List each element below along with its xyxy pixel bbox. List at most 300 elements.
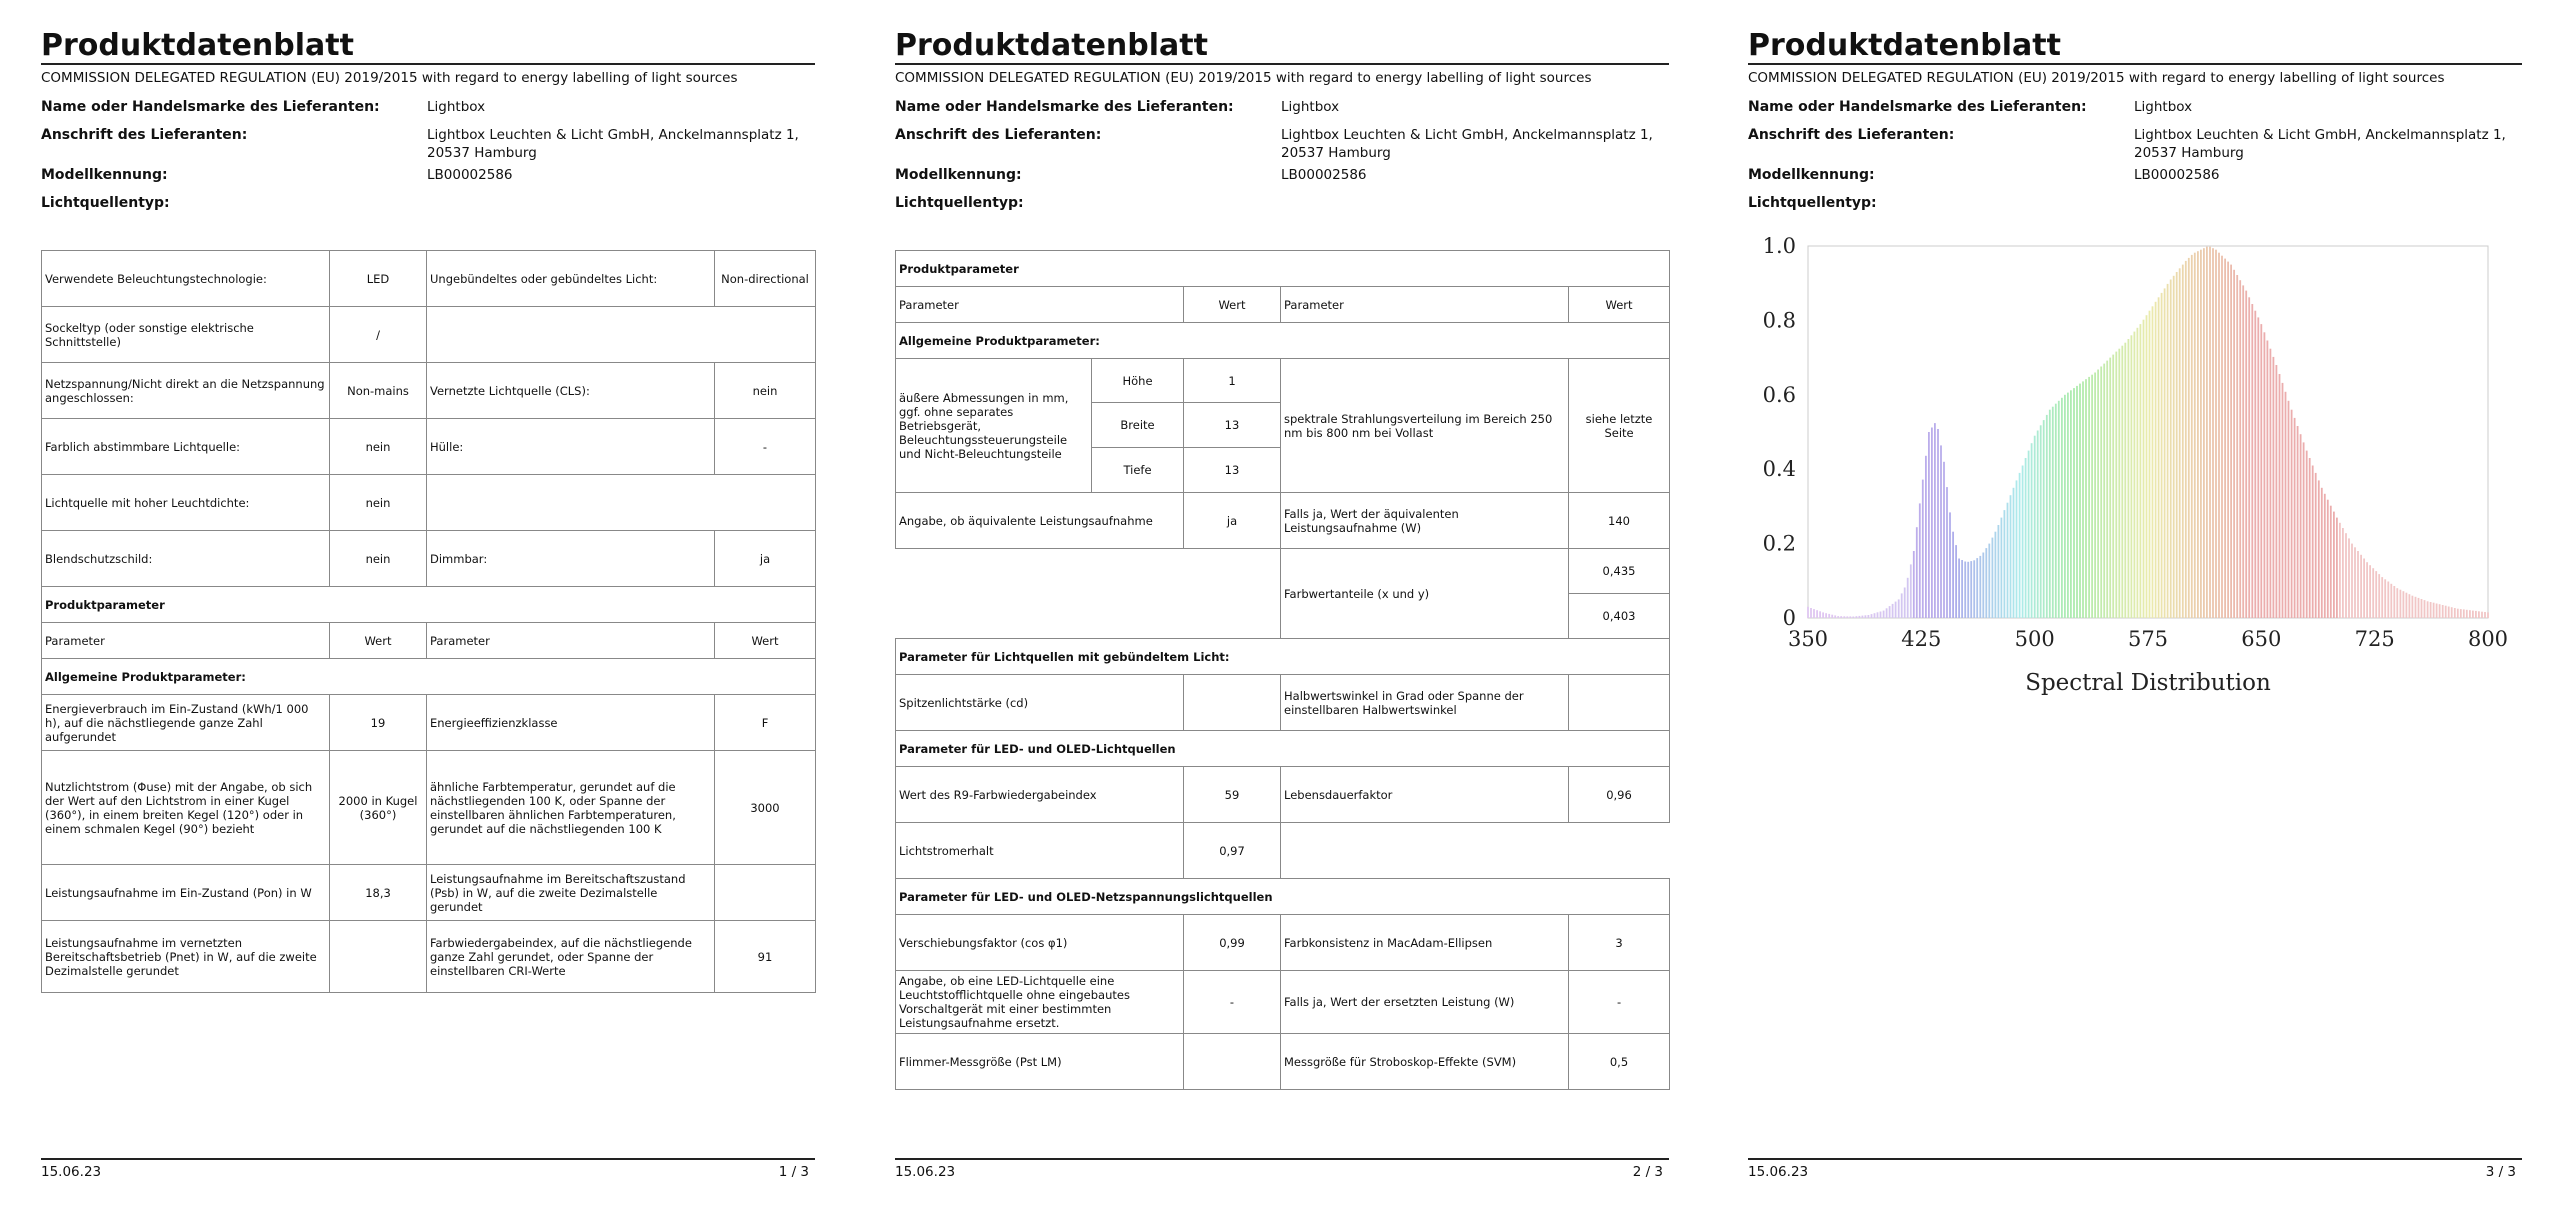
spectrum-bar — [2131, 335, 2133, 618]
spectrum-bar — [2143, 320, 2145, 618]
model-label: Modellkennung: — [1748, 167, 1875, 183]
footer-date: 15.06.23 — [1748, 1164, 1809, 1180]
address-label: Anschrift des Lieferanten: — [41, 127, 248, 143]
spectrum-bar — [2348, 538, 2350, 618]
spectrum-bar — [2333, 512, 2335, 618]
page-1 — [41, 0, 815, 1208]
spectrum-bar — [1807, 607, 1809, 618]
table-row — [896, 359, 1670, 403]
section-heading: Allgemeine Produktparameter: — [42, 659, 816, 695]
spectrum-bar — [1816, 610, 1818, 618]
spectrum-bar — [1849, 616, 1851, 618]
spectrum-bar — [1931, 428, 1933, 619]
section-heading: Allgemeine Produktparameter: — [896, 323, 1670, 359]
bundled-value: Non-directional — [715, 251, 816, 307]
product-info-table — [41, 250, 816, 993]
spectrum-bar — [2016, 480, 2018, 618]
supplier-value: Lightbox — [427, 99, 486, 115]
spectrum-bar — [2052, 407, 2054, 618]
spectrum-bar — [2291, 410, 2293, 618]
spectrum-bar — [2134, 332, 2136, 618]
replace-value: - — [1184, 971, 1281, 1034]
spectrum-bar — [2324, 494, 2326, 618]
spectrum-bar — [2170, 280, 2172, 619]
spectrum-bar — [2233, 270, 2235, 618]
table-row — [896, 731, 1670, 767]
product-parameters-table — [895, 250, 1670, 1090]
spectrum-bar — [1865, 615, 1867, 618]
spectrum-bar — [1995, 532, 1997, 618]
regulation-subtitle: COMMISSION DELEGATED REGULATION (EU) 2019/2015 with regard to energy labelling of light sources — [1748, 70, 2445, 86]
address-label: Anschrift des Lieferanten: — [895, 127, 1102, 143]
tech-label: Verwendete Beleuchtungstechnologie: — [42, 251, 330, 307]
spectrum-bar — [1810, 608, 1812, 618]
spectrum-bar — [1856, 616, 1858, 618]
footer-divider — [41, 1158, 815, 1160]
spectrum-bar — [2375, 571, 2377, 618]
dimensions-label: äußere Abmessungen in mm, ggf. ohne separates Betriebsgerät, Beleuchtungssteuerungsteile und Nicht-Beleuchtungsteile — [896, 359, 1092, 493]
empty-cell — [896, 549, 1281, 639]
supplier-label: Name oder Handelsmarke des Lieferanten: — [1748, 99, 2087, 115]
x-tick-label: 725 — [2354, 627, 2395, 651]
spectrum-bar — [2146, 315, 2148, 618]
spectrum-bar — [2357, 551, 2359, 618]
spectrum-bar — [2230, 265, 2232, 618]
title-divider — [1748, 63, 2522, 65]
spectrum-bar — [1901, 593, 1903, 618]
spectrum-bar — [1949, 512, 1951, 618]
pnet-value — [330, 921, 427, 993]
table-row — [896, 493, 1670, 549]
spectrum-bar — [1862, 616, 1864, 618]
spectrum-bar — [1982, 553, 1984, 619]
spectrum-bar — [2330, 506, 2332, 618]
empty-cell — [427, 475, 816, 531]
spectrum-bar — [2460, 609, 2462, 618]
cri-value: 91 — [715, 921, 816, 993]
spectrum-bar — [2466, 610, 2468, 618]
spectrum-bar — [2409, 594, 2411, 618]
light-source-type-label: Lichtquellentyp: — [1748, 195, 1877, 211]
spectrum-bar — [1898, 599, 1900, 618]
spectrum-bar — [2200, 250, 2202, 618]
spectrum-bar — [1883, 611, 1885, 618]
spectrum-bar — [2257, 317, 2259, 618]
model-label: Modellkennung: — [41, 167, 168, 183]
spectrum-bar — [2043, 420, 2045, 618]
spectrum-bar — [2303, 442, 2305, 618]
model-value: LB00002586 — [1281, 167, 1367, 183]
supplier-label: Name oder Handelsmarke des Lieferanten: — [895, 99, 1234, 115]
spectrum-bar — [2248, 297, 2250, 618]
spectrum-bar — [2070, 390, 2072, 618]
macadam-label: Farbkonsistenz in MacAdam-Ellipsen — [1281, 915, 1569, 971]
peak-value — [1184, 675, 1281, 731]
spectrum-bar — [2076, 386, 2078, 618]
cct-label: ähnliche Farbtemperatur, gerundet auf die nächstliegenden 100 K, oder Spanne der einstellbaren ähnlichen Farbtemperaturen, gerundet auf die nächstliegenden 100 K — [427, 751, 715, 865]
spectrum-bar — [1979, 556, 1981, 618]
section-heading: Parameter für LED- und OLED-Netzspannungslichtquellen — [896, 879, 1670, 915]
spectrum-bar — [2194, 253, 2196, 618]
height-value: 1 — [1184, 359, 1281, 403]
spectrum-bar — [2436, 604, 2438, 619]
column-header: Wert — [1569, 287, 1670, 323]
spectrum-bar — [2034, 436, 2036, 618]
spectrum-bar — [2124, 343, 2126, 618]
spectrum-bar — [2481, 612, 2483, 618]
spectrum-bar — [2421, 599, 2423, 618]
spectrum-bar — [1837, 616, 1839, 618]
table-row — [896, 323, 1670, 359]
address-value: Lightbox Leuchten & Licht GmbH, Anckelmannsplatz 1, 20537 Hamburg — [2134, 127, 2506, 161]
column-header: Wert — [330, 623, 427, 659]
spectrum-bar — [2040, 425, 2042, 618]
spectrum-bar — [1985, 548, 1987, 618]
model-label: Modellkennung: — [895, 167, 1022, 183]
x-tick-label: 650 — [2241, 627, 2282, 651]
spectrum-bar — [2351, 544, 2353, 618]
highlum-label: Lichtquelle mit hoher Leuchtdichte: — [42, 475, 330, 531]
spectrum-bar — [1871, 614, 1873, 618]
spectrum-bar — [2176, 272, 2178, 618]
width-label: Breite — [1092, 403, 1184, 448]
table-header-row — [896, 287, 1670, 323]
spectrum-bar — [2463, 609, 2465, 618]
spectral-distribution-chart — [1748, 228, 2522, 708]
dimmable-label: Dimmbar: — [427, 531, 715, 587]
spectrum-bar — [1913, 551, 1915, 618]
spectrum-bar — [2173, 276, 2175, 618]
equiv-w-value: 140 — [1569, 493, 1670, 549]
spectrum-bar — [2182, 265, 2184, 618]
spectrum-bar — [2079, 384, 2081, 618]
table-row — [896, 823, 1670, 879]
spectrum-bar — [2433, 603, 2435, 618]
spectrum-bar — [2312, 466, 2314, 619]
table-row — [42, 921, 816, 993]
maint-value: 0,97 — [1184, 823, 1281, 879]
tunable-value: nein — [330, 419, 427, 475]
spectrum-bar — [2221, 256, 2223, 618]
spectrum-bar — [2251, 304, 2253, 618]
spectrum-bar — [2031, 443, 2033, 618]
spectrum-bar — [2415, 597, 2417, 618]
spectrum-bar — [1961, 560, 1963, 618]
spectrum-bar — [1928, 432, 1930, 618]
eclass-value: F — [715, 695, 816, 751]
spectrum-bar — [2342, 528, 2344, 618]
spectrum-bar — [2339, 523, 2341, 618]
x-axis-label: Spectral Distribution — [2025, 670, 2271, 696]
spectrum-bars — [1807, 247, 2489, 618]
spectrum-bar — [2091, 375, 2093, 618]
address-value: Lightbox Leuchten & Licht GmbH, Anckelmannsplatz 1, 20537 Hamburg — [427, 127, 799, 161]
tech-value: LED — [330, 251, 427, 307]
spectrum-bar — [2406, 593, 2408, 618]
page-2 — [895, 0, 1669, 1208]
spectrum-bar — [2109, 358, 2111, 618]
spectrum-bar — [2155, 302, 2157, 618]
spectrum-bar — [2245, 291, 2247, 618]
spectrum-bar — [1970, 561, 1972, 618]
x-tick-label: 350 — [1787, 627, 1829, 651]
spectrum-bar — [1998, 525, 2000, 618]
equiv-value: ja — [1184, 493, 1281, 549]
model-value: LB00002586 — [2134, 167, 2220, 183]
spectrum-bar — [2188, 258, 2190, 618]
beam-value — [1569, 675, 1670, 731]
spectrum-bar — [2106, 361, 2108, 618]
spectrum-bar — [2215, 250, 2217, 618]
title-divider — [41, 63, 815, 65]
spectrum-bar — [2254, 311, 2256, 618]
spectrum-bar — [2137, 328, 2139, 618]
page-number: 1 / 3 — [778, 1164, 809, 1180]
spectrum-bar — [2019, 473, 2021, 618]
height-label: Höhe — [1092, 359, 1184, 403]
spectrum-bar — [2309, 458, 2311, 618]
spectrum-bar — [2267, 341, 2269, 619]
x-axis-ticks — [1788, 627, 2508, 651]
eclass-label: Energieeffizienzklasse — [427, 695, 715, 751]
spectrum-bar — [2067, 393, 2069, 618]
regulation-subtitle: COMMISSION DELEGATED REGULATION (EU) 2019/2015 with regard to energy labelling of light sources — [41, 70, 738, 86]
footer-divider — [895, 1158, 1669, 1160]
spectrum-bar — [2393, 586, 2395, 618]
x-tick-label: 425 — [1901, 627, 1942, 651]
cri-label: Farbwiedergabeindex, auf die nächstliegende ganze Zahl gerundet, oder Spanne der einstellbaren CRI-Werte — [427, 921, 715, 993]
spectrum-bar — [2203, 248, 2205, 618]
page-title: Produktdatenblatt — [41, 28, 354, 63]
spectrum-bar — [2369, 565, 2371, 618]
section-heading: Produktparameter — [42, 587, 816, 623]
column-header: Parameter — [1281, 287, 1569, 323]
spectrum-bar — [2152, 306, 2154, 618]
spectrum-bar — [2004, 510, 2006, 618]
spectrum-bar — [1840, 616, 1842, 618]
spectrum-bar — [2100, 367, 2102, 619]
depth-label: Tiefe — [1092, 448, 1184, 493]
empty-cell — [1281, 823, 1670, 879]
light-source-type-label: Lichtquellentyp: — [895, 195, 1024, 211]
y-tick-label: 1.0 — [1762, 234, 1796, 258]
spectrum-bar — [1976, 558, 1978, 618]
envelope-label: Hülle: — [427, 419, 715, 475]
spectrum-bar — [2115, 352, 2117, 618]
spectrum-bar — [1973, 560, 1975, 618]
dimmable-value: ja — [715, 531, 816, 587]
spectrum-bar — [2013, 488, 2015, 618]
spectrum-bar — [1988, 544, 1990, 618]
spectrum-bar — [1819, 611, 1821, 618]
spectrum-bar — [2282, 383, 2284, 618]
spectrum-bar — [2112, 355, 2114, 618]
flicker-label: Flimmer-Messgröße (Pst LM) — [896, 1034, 1184, 1090]
spectrum-bar — [2472, 611, 2474, 618]
spectrum-bar — [2363, 559, 2365, 619]
column-header: Wert — [1184, 287, 1281, 323]
spectrum-bar — [2227, 262, 2229, 618]
spectrum-bar — [2412, 596, 2414, 618]
spectrum-bar — [1859, 616, 1861, 618]
mains-label: Netzspannung/Nicht direkt an die Netzspannung angeschlossen: — [42, 363, 330, 419]
spectrum-bar — [1828, 614, 1830, 618]
chroma-x-value: 0,435 — [1569, 549, 1670, 594]
spectrum-bar — [1922, 480, 1924, 618]
spectrum-bar — [1895, 602, 1897, 618]
table-row — [42, 363, 816, 419]
spectrum-bar — [2239, 280, 2241, 618]
spectrum-bar — [2206, 247, 2208, 618]
spectrum-bar — [2049, 410, 2051, 618]
spectrum-bar — [1889, 606, 1891, 618]
page-title: Produktdatenblatt — [895, 28, 1208, 63]
energy-value: 19 — [330, 695, 427, 751]
y-tick-label: 0.6 — [1762, 382, 1796, 407]
spectrum-bar — [2439, 604, 2441, 618]
r9-value: 59 — [1184, 767, 1281, 823]
spectrum-bar — [2378, 574, 2380, 618]
spectrum-bar — [2384, 579, 2386, 618]
spectrum-bar — [2064, 395, 2066, 618]
x-tick-label: 500 — [2014, 627, 2055, 651]
y-axis-ticks — [1763, 234, 1796, 630]
table-row — [896, 549, 1670, 594]
survival-value: 0,96 — [1569, 767, 1670, 823]
bundled-label: Ungebündeltes oder gebündeltes Licht: — [427, 251, 715, 307]
spectrum-bar — [2025, 458, 2027, 618]
spectrum-bar — [2306, 451, 2308, 618]
spd-value: siehe letzte Seite — [1569, 359, 1670, 493]
spectrum-bar — [2010, 495, 2012, 618]
spectrum-bar — [2354, 547, 2356, 618]
y-tick-label: 0.8 — [1762, 308, 1796, 333]
depth-value: 13 — [1184, 448, 1281, 493]
svm-value: 0,5 — [1569, 1034, 1670, 1090]
address-value: Lightbox Leuchten & Licht GmbH, Anckelmannsplatz 1, 20537 Hamburg — [1281, 127, 1653, 161]
table-row — [896, 971, 1670, 1034]
supplier-value: Lightbox — [2134, 99, 2193, 115]
spectrum-bar — [2285, 392, 2287, 618]
empty-cell — [427, 307, 816, 363]
page-number: 3 / 3 — [2485, 1164, 2516, 1180]
survival-label: Lebensdauerfaktor — [1281, 767, 1569, 823]
spectrum-bar — [2121, 346, 2123, 618]
spectrum-bar — [2400, 590, 2402, 618]
shield-label: Blendschutzschild: — [42, 531, 330, 587]
energy-label: Energieverbrauch im Ein-Zustand (kWh/1 000 h), auf die nächstliegende ganze Zahl aufgerundet — [42, 695, 330, 751]
table-row — [42, 251, 816, 307]
column-header: Wert — [715, 623, 816, 659]
y-tick-label: 0.4 — [1762, 457, 1796, 482]
cct-value: 3000 — [715, 751, 816, 865]
spectrum-bar — [2475, 611, 2477, 618]
supplier-label: Name oder Handelsmarke des Lieferanten: — [41, 99, 380, 115]
spectrum-bar — [2430, 602, 2432, 618]
spectrum-bar — [2270, 349, 2272, 618]
table-row — [42, 531, 816, 587]
flicker-value — [1184, 1034, 1281, 1090]
spectrum-bar — [2242, 285, 2244, 618]
spectrum-bar — [2088, 377, 2090, 618]
spectrum-bar — [1877, 612, 1879, 618]
section-heading: Parameter für LED- und OLED-Lichtquellen — [896, 731, 1670, 767]
mains-value: Non-mains — [330, 363, 427, 419]
spectrum-bar — [1904, 588, 1906, 619]
svm-label: Messgröße für Stroboskop-Effekte (SVM) — [1281, 1034, 1569, 1090]
spectrum-bar — [1952, 532, 1954, 618]
flux-label: Nutzlichtstrom (Φuse) mit der Angabe, ob sich der Wert auf den Lichtstrom in einer Kugel (360°), in einem breiten Kegel (120°) oder in einem schmalen Kegel (90°) bezieht — [42, 751, 330, 865]
supplier-value: Lightbox — [1281, 99, 1340, 115]
spectrum-bar — [2390, 584, 2392, 618]
spectrum-bar — [2387, 582, 2389, 619]
maint-label: Lichtstromerhalt — [896, 823, 1184, 879]
peak-label: Spitzenlichtstärke (cd) — [896, 675, 1184, 731]
table-row — [896, 1034, 1670, 1090]
spectrum-bar — [1822, 612, 1824, 618]
spectrum-bar — [2381, 577, 2383, 618]
page-3 — [1748, 0, 2522, 1208]
r9-label: Wert des R9-Farbwiedergabeindex — [896, 767, 1184, 823]
spectrum-bar — [2288, 401, 2290, 618]
spectrum-bar — [2297, 426, 2299, 618]
highlum-value: nein — [330, 475, 427, 531]
table-row — [42, 475, 816, 531]
spectrum-bar — [2445, 606, 2447, 618]
spectrum-bar — [2484, 612, 2486, 618]
spectrum-bar — [2061, 398, 2063, 618]
spectrum-bar — [2007, 503, 2009, 618]
spectrum-bar — [2185, 261, 2187, 618]
envelope-value: - — [715, 419, 816, 475]
table-row — [896, 639, 1670, 675]
spectrum-bar — [1992, 538, 1994, 618]
spectrum-bar — [1943, 462, 1945, 618]
spectrum-bar — [2457, 609, 2459, 618]
pon-label: Leistungsaufnahme im Ein-Zustand (Pon) in W — [42, 865, 330, 921]
spectrum-bar — [1834, 615, 1836, 618]
spectrum-bar — [1946, 487, 1948, 618]
socket-label: Sockeltyp (oder sonstige elektrische Schnittstelle) — [42, 307, 330, 363]
macadam-value: 3 — [1569, 915, 1670, 971]
spectrum-bar — [2300, 434, 2302, 618]
chroma-y-value: 0,403 — [1569, 594, 1670, 639]
title-divider — [895, 63, 1669, 65]
table-row — [896, 879, 1670, 915]
spectrum-bar — [2103, 364, 2105, 618]
spectrum-bar — [2158, 297, 2160, 618]
replace-label: Angabe, ob eine LED-Lichtquelle eine Leuchtstofflichtquelle ohne eingebautes Vorschaltgerät mit einer bestimmten Leistungsaufnahme ersetzt. — [896, 971, 1184, 1034]
spectrum-bar — [2191, 255, 2193, 618]
spectrum-bar — [2218, 253, 2220, 618]
footer-date: 15.06.23 — [41, 1164, 102, 1180]
spectrum-bar — [2197, 251, 2199, 618]
spectrum-bar — [1907, 578, 1909, 618]
table-row — [42, 695, 816, 751]
spectrum-bar — [2279, 374, 2281, 618]
page-number: 2 / 3 — [1632, 1164, 1663, 1180]
column-header: Parameter — [896, 287, 1184, 323]
spectrum-bar — [2294, 418, 2296, 618]
spectrum-bar — [2164, 288, 2166, 618]
table-row — [896, 251, 1670, 287]
x-tick-label: 800 — [2467, 627, 2509, 651]
spectrum-bar — [1967, 562, 1969, 618]
spectrum-bar — [2046, 415, 2048, 618]
spectrum-bar — [2224, 259, 2226, 618]
spectrum-bar — [1843, 616, 1845, 618]
spectrum-bar — [2372, 568, 2374, 618]
